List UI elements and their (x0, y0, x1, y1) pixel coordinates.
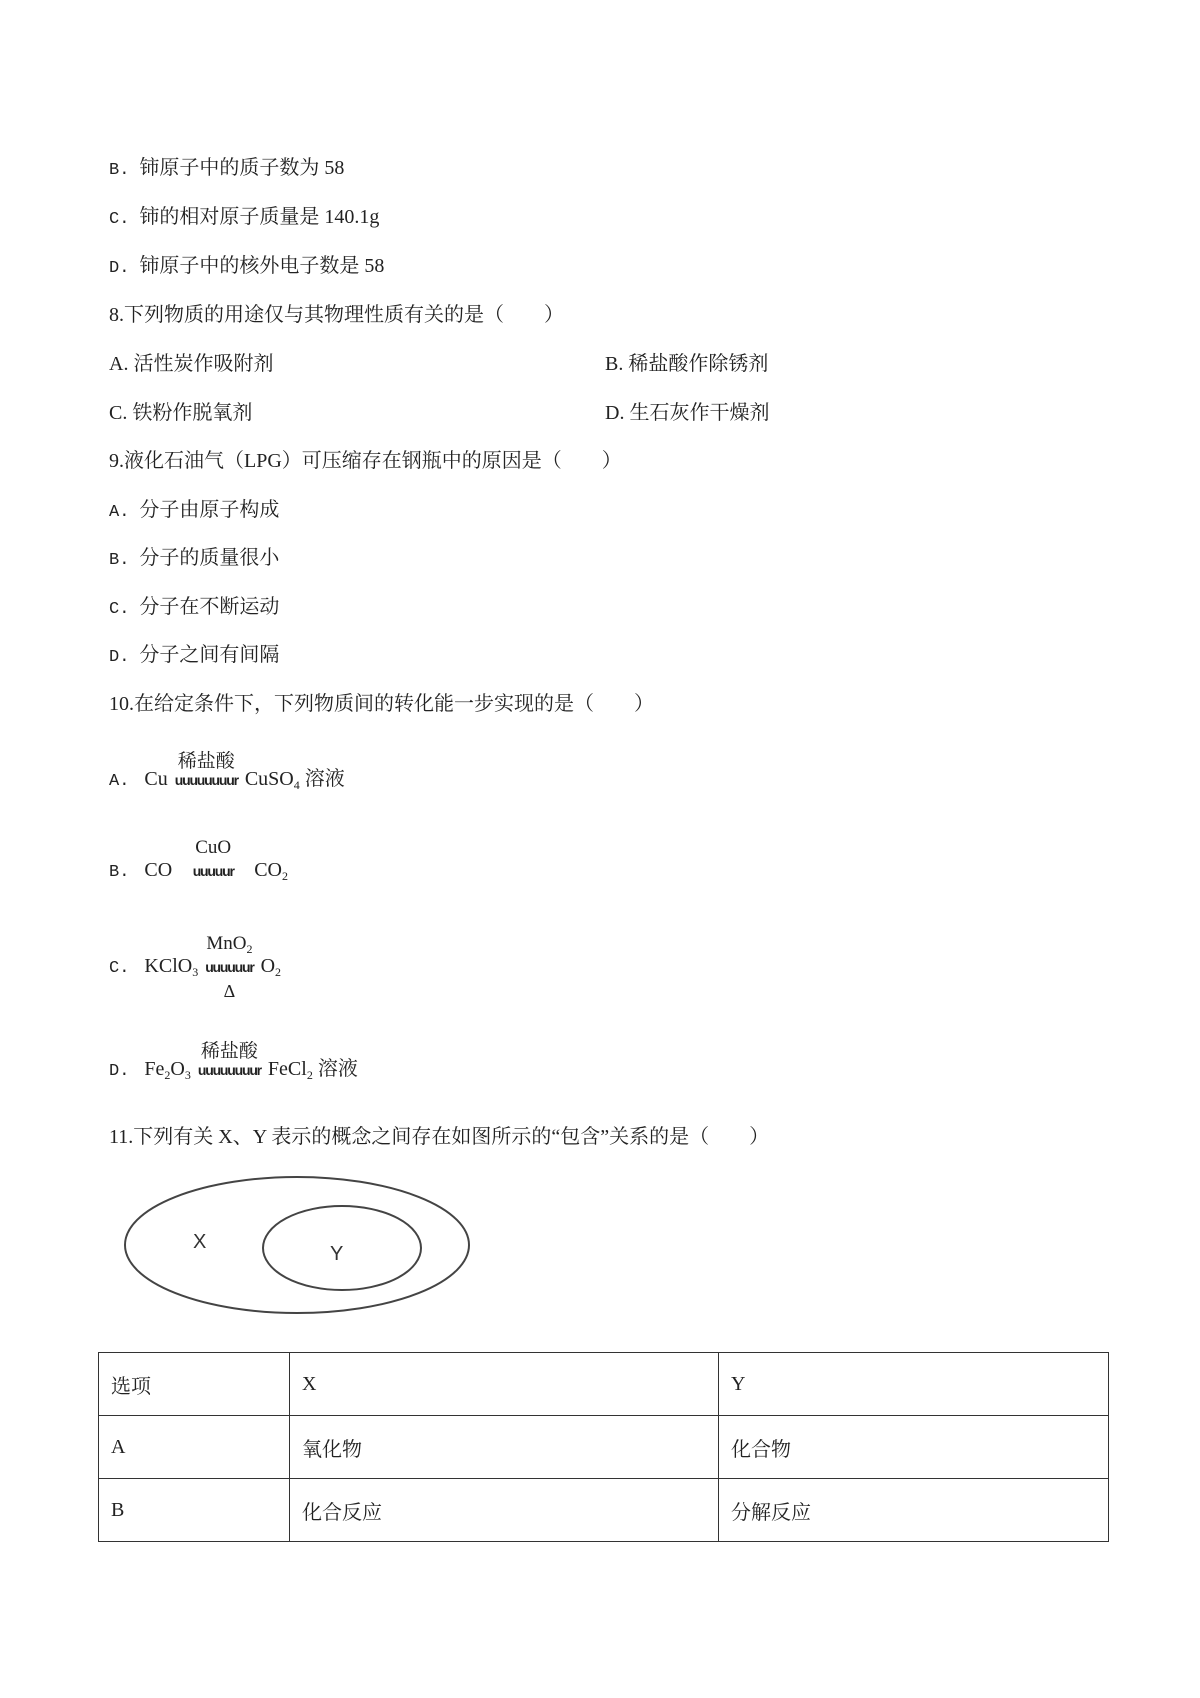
condition-subscript: 2 (246, 942, 253, 956)
q9-option-d (109, 642, 279, 671)
q10-option-c (109, 933, 282, 1001)
reaction-arrow (174, 751, 238, 791)
product: CO (254, 859, 282, 881)
product-subscript: 2 (306, 1068, 313, 1082)
reaction-arrow (179, 837, 247, 882)
table-cell: 氧化物 (290, 1416, 719, 1479)
option-label: C. (109, 600, 130, 619)
q9-option-c (109, 594, 279, 623)
table-cell: 化合反应 (290, 1479, 719, 1542)
table-cell: A (99, 1416, 290, 1479)
reactant: CO (144, 859, 173, 881)
reaction-condition (205, 933, 253, 957)
reaction-arrow (197, 1041, 261, 1081)
product-subscript: 4 (293, 778, 300, 792)
q10-option-a (109, 751, 345, 793)
reactant-subscript: 3 (192, 965, 199, 979)
table-header-cell: 选项 (99, 1353, 290, 1416)
q10-option-b (109, 837, 288, 884)
option-text: 分子由原子构成 (139, 499, 280, 521)
arrow-glyph: uuuuuuuur (174, 772, 238, 788)
arrow-glyph: uuuuuur (205, 959, 254, 975)
reaction-condition: 稀盐酸 (200, 1041, 258, 1062)
label-y: Y (330, 1243, 344, 1265)
reactant: KClO (144, 955, 193, 977)
product-suffix: 溶液 (304, 768, 345, 790)
option-label: C. (109, 210, 130, 229)
venn-diagram (120, 1170, 480, 1320)
arrow-glyph: uuuuur (192, 863, 234, 879)
product: FeCl (267, 1058, 307, 1080)
q8-option-a: A. 活性炭作吸附剂 (109, 353, 274, 375)
option-text: 分子在不断运动 (139, 596, 280, 618)
table-cell: B (99, 1479, 290, 1542)
q9-stem: 9.液化石油气（LPG）可压缩存在钢瓶中的原因是（ ） (109, 450, 622, 472)
q7-option-b (109, 155, 344, 184)
reactant-part: O (170, 1058, 185, 1080)
table-cell: 分解反应 (719, 1479, 1109, 1542)
product-subscript: 2 (282, 869, 288, 883)
option-label: B. (109, 551, 130, 570)
q9-option-b (109, 545, 279, 574)
q8-stem: 8.下列物质的用途仅与其物理性质有关的是（ ） (109, 304, 564, 326)
option-text: 铈原子中的质子数为 58 (139, 157, 345, 179)
table-header-cell: X (290, 1353, 719, 1416)
product-subscript: 2 (275, 965, 282, 979)
product: O (260, 955, 276, 977)
option-label: A. (109, 503, 130, 522)
table-header-row (99, 1353, 1109, 1416)
table-header-cell: Y (719, 1353, 1109, 1416)
option-text: 分子的质量很小 (139, 547, 280, 569)
reaction-heat: Δ (223, 981, 236, 1001)
option-label: D. (109, 259, 130, 278)
q10-stem: 10.在给定条件下，下列物质间的转化能一步实现的是（ ） (109, 693, 654, 715)
condition-text: MnO (206, 933, 247, 954)
options-table (98, 1352, 1109, 1542)
reactant: Fe (144, 1058, 165, 1080)
q8-option-c: C. 铁粉作脱氧剂 (109, 402, 253, 424)
table-row (99, 1416, 1109, 1479)
option-text: 铈的相对原子质量是 140.1g (139, 206, 380, 228)
label-x: X (193, 1231, 207, 1253)
option-label: D. (109, 1062, 130, 1081)
option-label: B. (109, 863, 130, 882)
reactant-subscript: 2 (164, 1068, 171, 1082)
option-label: B. (109, 161, 130, 180)
reaction-arrow (205, 933, 254, 1001)
reaction-condition: CuO (195, 837, 232, 858)
product-suffix: 溶液 (317, 1058, 358, 1080)
reactant-subscript: 3 (184, 1068, 191, 1082)
option-label: D. (109, 648, 130, 667)
q7-option-c (109, 204, 379, 233)
table-cell: 化合物 (719, 1416, 1109, 1479)
q8-option-b: B. 稀盐酸作除锈剂 (605, 353, 769, 375)
reaction-condition: 稀盐酸 (177, 751, 235, 772)
q9-option-a (109, 497, 279, 526)
q10-option-d (109, 1041, 358, 1083)
reactant: Cu (144, 768, 168, 790)
option-text: 铈原子中的核外电子数是 58 (139, 255, 385, 277)
outer-ellipse (125, 1177, 469, 1313)
q7-option-d (109, 253, 384, 282)
q11-stem: 11.下列有关 X、Y 表示的概念之间存在如图所示的“包含”关系的是（ ） (109, 1126, 770, 1148)
option-label: C. (109, 959, 130, 978)
option-text: 分子之间有间隔 (139, 644, 280, 666)
table-row (99, 1479, 1109, 1542)
arrow-glyph: uuuuuuuur (197, 1062, 261, 1078)
option-label: A. (109, 772, 130, 791)
q8-option-d: D. 生石灰作干燥剂 (605, 402, 770, 424)
product: CuSO (244, 768, 294, 790)
